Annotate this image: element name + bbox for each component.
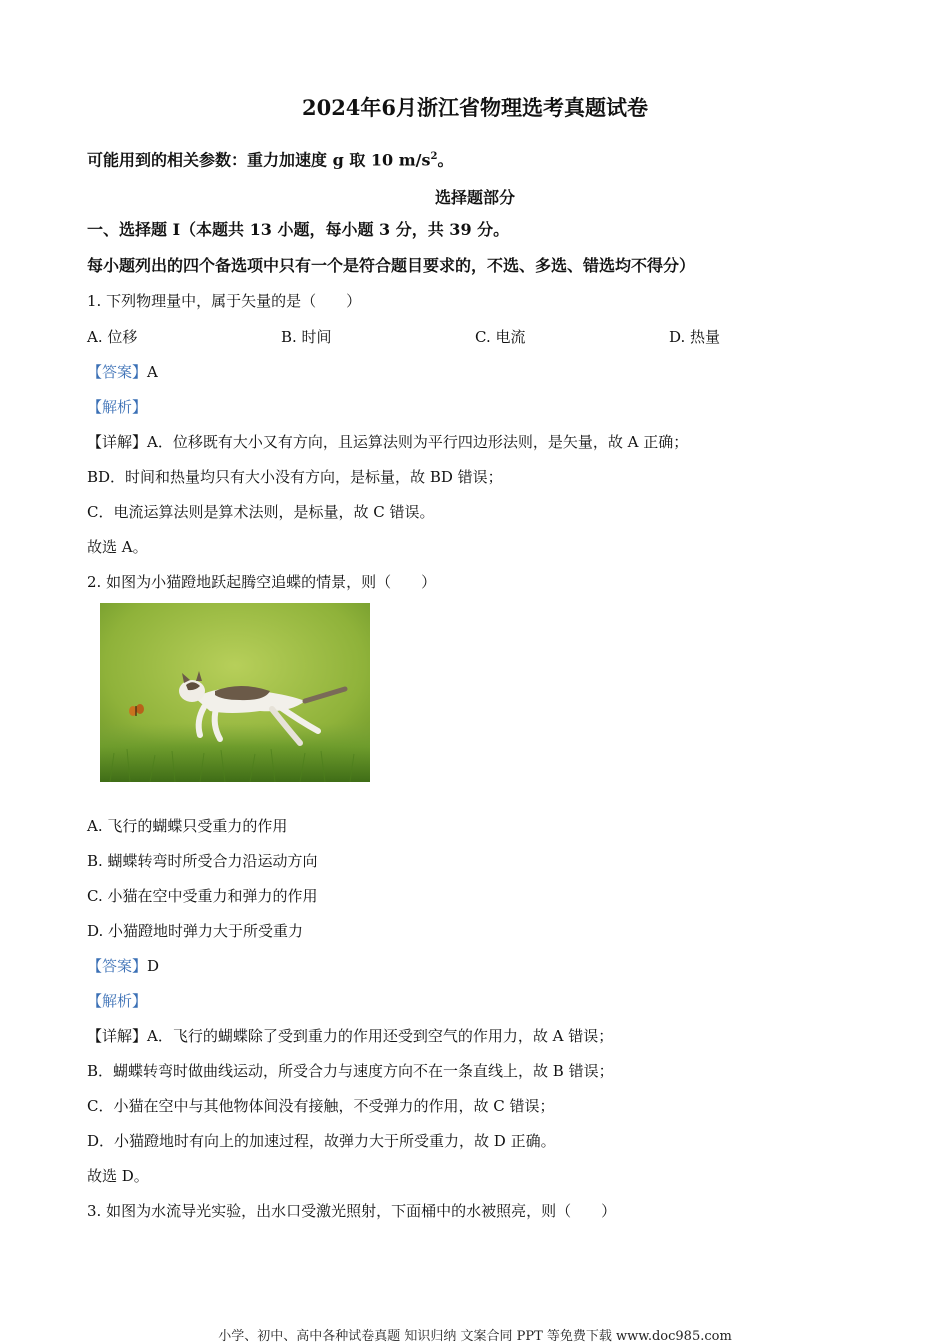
q2-analysis-tag: 【解析】	[87, 992, 148, 1010]
q1-analysis-tag: 【解析】	[87, 398, 148, 416]
q2-conclusion: 故选 D。	[87, 1167, 149, 1185]
answer-tag: 【答案】	[87, 363, 148, 381]
q1-detail-line: BD．时间和热量均只有大小没有方向，是标量，故 BD 错误；	[87, 468, 503, 486]
q1-detail-line	[87, 432, 688, 452]
q1-answer	[87, 362, 158, 382]
q2-detail-line: D．小猫蹬地时有向上的加速过程，故弹力大于所受重力，故 D 正确。	[87, 1132, 556, 1150]
q1-option-b: B. 时间	[281, 328, 332, 346]
q2-option-a: A. 飞行的蝴蝶只受重力的作用	[87, 817, 288, 835]
q1-answer-value: A	[147, 363, 158, 381]
answer-tag: 【答案】	[87, 957, 148, 975]
q1-conclusion: 故选 A。	[87, 538, 148, 556]
page-footer: 小学、初中、高中各种试卷真题 知识归纳 文案合同 PPT 等免费下载 www.doc985.com	[218, 1329, 732, 1344]
q2-option-c: C. 小猫在空中受重力和弹力的作用	[87, 887, 318, 905]
q1-option-c: C. 电流	[475, 328, 526, 346]
constants-suffix: 。	[437, 150, 454, 170]
q2-option-d: D. 小猫蹬地时弹力大于所受重力	[87, 922, 304, 940]
q2-detail-line	[87, 1026, 613, 1046]
q2-stem: 2. 如图为小猫蹬地跃起腾空追蝶的情景，则（ ）	[87, 573, 437, 591]
q2-detail-line: B．蝴蝶转弯时做曲线运动，所受合力与速度方向不在一条直线上，故 B 错误；	[87, 1062, 614, 1080]
q2-detail-text: A．飞行的蝴蝶除了受到重力的作用还受到空气的作用力，故 A 错误；	[147, 1027, 614, 1045]
q1-stem: 1. 下列物理量中，属于矢量的是（ ）	[87, 292, 362, 310]
section-heading: 选择题部分	[434, 188, 515, 207]
q1-option-d: D. 热量	[669, 328, 721, 346]
q2-detail-line: C．小猫在空中与其他物体间没有接触，不受弹力的作用，故 C 错误；	[87, 1097, 555, 1115]
page-title: 2024年6月浙江省物理选考真题试卷	[301, 95, 649, 120]
part-heading: 一、选择题 I（本题共 13 小题，每小题 3 分，共 39 分。	[87, 220, 510, 239]
part-instruction: 每小题列出的四个备选项中只有一个是符合题目要求的，不选、多选、错选均不得分）	[87, 256, 696, 275]
q1-detail-text: A．位移既有大小又有方向，且运算法则为平行四边形法则，是矢量，故 A 正确；	[147, 433, 689, 451]
constants-note	[87, 147, 454, 170]
q2-answer	[87, 956, 159, 976]
q3-stem: 3. 如图为水流导光实验，出水口受激光照射，下面桶中的水被照亮，则（ ）	[87, 1202, 617, 1220]
q2-option-b: B. 蝴蝶转弯时所受合力沿运动方向	[87, 852, 318, 870]
constants-superscript: 2	[430, 151, 438, 162]
detail-tag: 【详解】	[87, 1027, 148, 1045]
q2-answer-value: D	[147, 957, 160, 975]
detail-tag: 【详解】	[87, 433, 148, 451]
cat-butterfly-photo	[100, 603, 370, 782]
q1-detail-line: C．电流运算法则是算术法则，是标量，故 C 错误。	[87, 503, 435, 521]
q1-option-a: A. 位移	[87, 328, 138, 346]
constants-text: 可能用到的相关参数：重力加速度 g 取 10 m/s	[87, 150, 431, 170]
cat-butterfly-illustration	[100, 603, 370, 782]
